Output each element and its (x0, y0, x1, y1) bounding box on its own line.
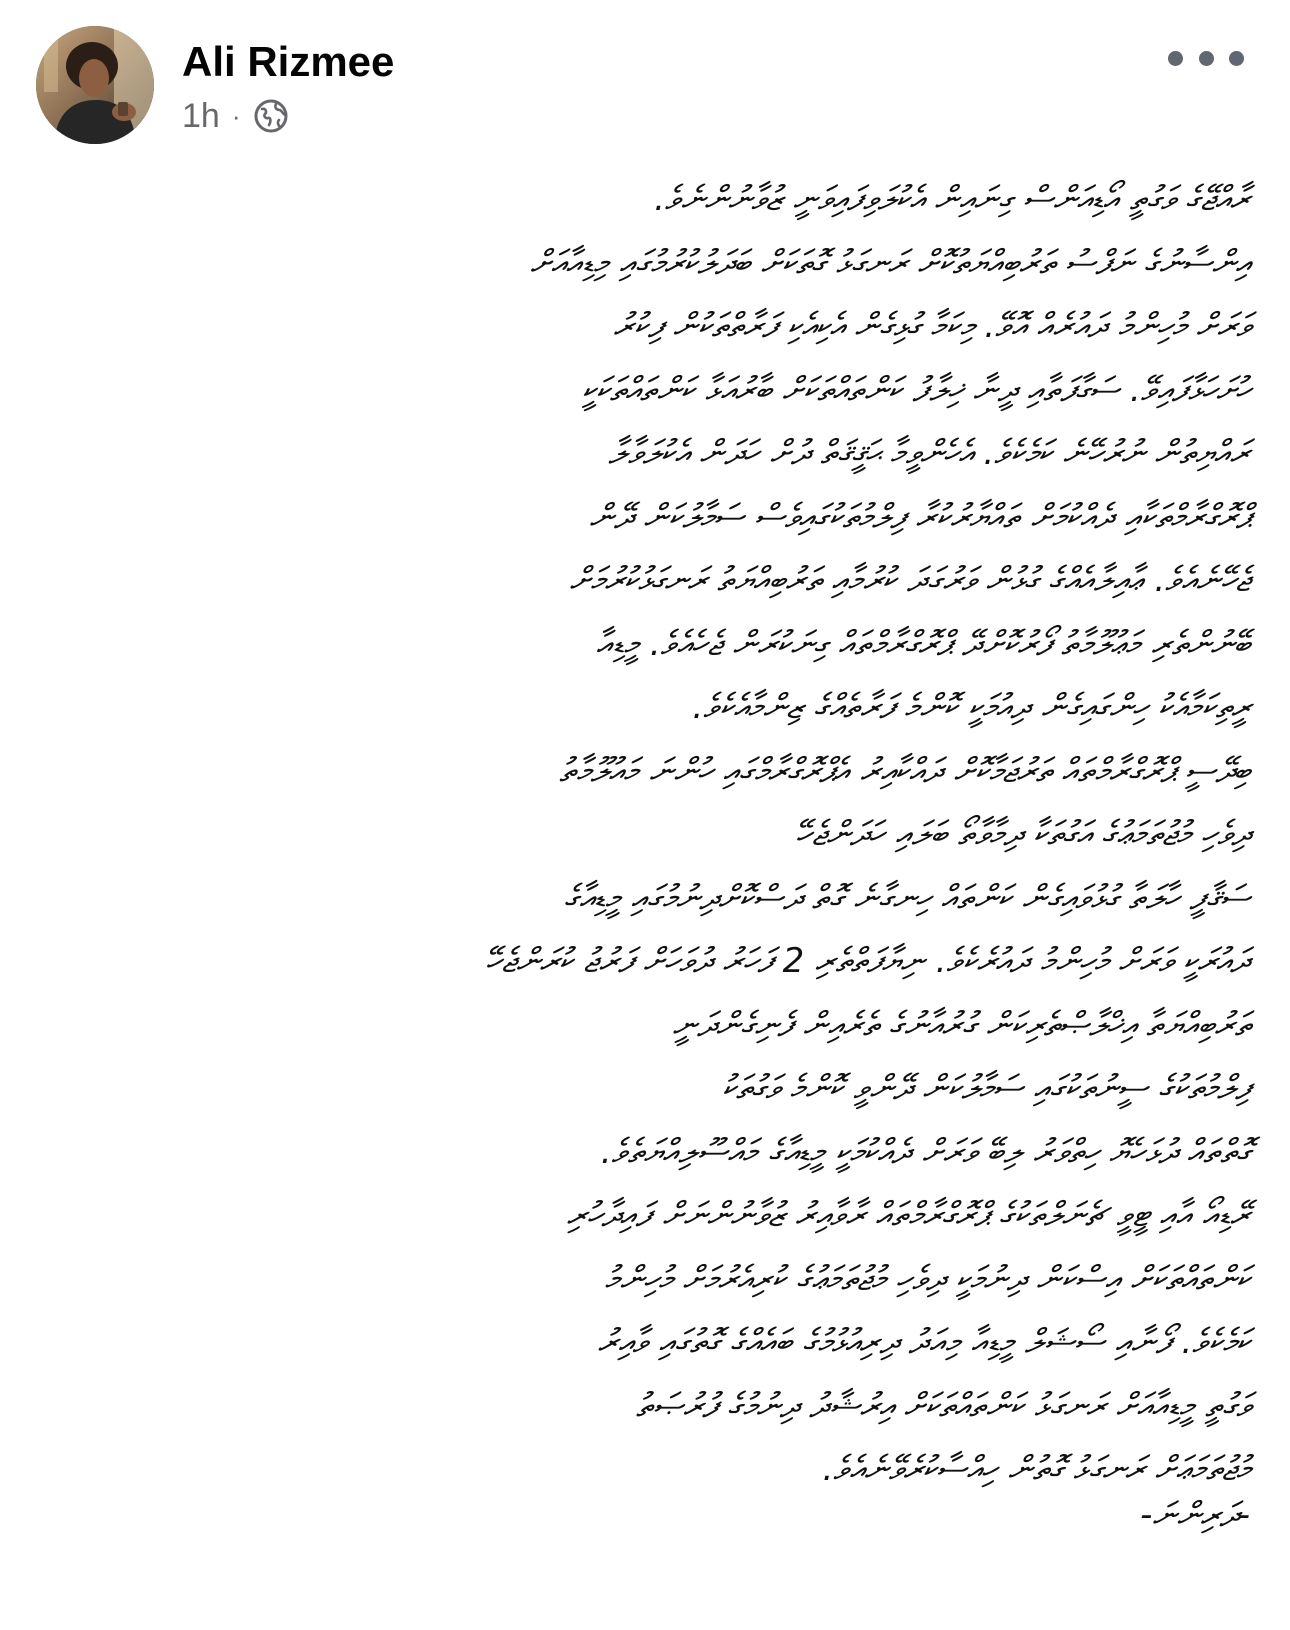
post-line: ބޭނުންތެރި މަޢުލޫމާތު ފޯރުކޮށްދޭ ޕްރޮގްރާމްތައް ގިނަކުރަން ޖެހެއެވެ. މީޑިއާ (596, 623, 1250, 664)
post-line: ވަގުތީ މީޑިއާއަށް ރަނގަޅު ކަންތައްތަކަށް އިރުޝާދު ދިނުމުގެ ފުރުޞަތު (635, 1385, 1250, 1426)
post-line: ދައުރަކީ ވަރަށް މުހިންމު ދައުރެކެވެ. ނިޔާފަތްތެރި 2 ފަހަރު ދުވަހަށް ފަރުޖު ކުރަންޖެހޭ (485, 941, 1250, 981)
post-timestamp[interactable]: 1h (182, 96, 220, 135)
more-options-button[interactable] (1168, 38, 1244, 78)
post-line: ރޭޑިއޯ އާއި ޓީވީ ޗެނަލްތަކުގެ ޕްރޮގްރާމްތައް ރާވާއިރު ޒުވާނުންނަށް ފައިދާހުރި (566, 1195, 1250, 1235)
avatar[interactable] (36, 26, 154, 144)
post-line: ބިދޭސީ ޕްރޮގްރާމްތައް ތަރުޖަމާކޮށް ދައްކާއިރު އެޕްރޮގްރާމްގައި ހުންނަ މައުލޫމާތު (559, 750, 1250, 791)
post-line: އިންސާނުގެ ނަފްސު ތަރުބިއްޔަތުކޮށް ރަނގަޅު ގޮތަކަށް ބަދަލުކުރުމުގައި މިޑިއާއަށް (530, 242, 1250, 283)
more-horizontal-icon (1229, 51, 1244, 66)
post-line: ހުށަހަޅާފައިވޭ. ސަގާފަތާއި ދީނާ ޚިލާފު ކަންތައްތަކަށް ބާރުއަޅާ ކަންތައްތަކަކީ (581, 369, 1250, 410)
more-horizontal-icon (1199, 51, 1214, 66)
post-line: ތަރުބިއްޔަތާ އިޚްލާޞްތެރިކަން ގުރުއާނުގެ ތެރެއިން ފެނިގެންދަނީ (672, 1004, 1250, 1045)
author-name[interactable]: Ali Rizmee (182, 38, 395, 85)
post-line: ސަޤާފީ ހާލަތާ ގުޅުވައިގެން ކަންތައް ހިނގާނެ ގޮތް ދަސްކޮށްދިނުމުގައި މީޑިއާގެ (563, 877, 1250, 918)
post-body (40, 168, 1250, 1608)
post-line: ފިލްމުތަކުގެ ސީނުތަކުގައި ސަމާލުކަން ދޭންވީ ކޮންމެ ވަގުތަކު (721, 1068, 1250, 1108)
post-header (0, 0, 1290, 160)
post-line: ކަންތައްތަކަށް އިސްކަން ދިނުމަކީ ދިވެހި މުޖުތަމަޢުގެ ކުރިއެރުމަށް މުހިންމު (604, 1258, 1250, 1299)
post-line: ރީތިކަމާއެކު ހިންގައިގެން ދިއުމަކީ ކޮންމެ ފަރާތެއްގެ ޒިންމާއެކެވެ. (692, 687, 1250, 727)
post-line: މުޖުތަމަޢަށް ރަނގަޅު ގޮތުން ހިއްސާކުރެވޭނެއެވެ. (822, 1449, 1250, 1489)
post-line: ރައްޔިތުން ނުރުހޭނެ ކަމެކެވެ. އެހެންވީމާ ޙަޤީޤަތް ދުށް ހަދަން އެކުލަވާލާ (608, 433, 1250, 473)
post-line: ރާއްޖޭގެ ވަގުތީ އޯޑިއަންސް ގިނައިން އެކުލަވިފައިވަނީ ޒުވާނުންނެވެ. (654, 179, 1250, 219)
globe-icon[interactable] (253, 98, 289, 134)
post-line: ވަރަށް މުހިންމު ދައުރެއް އޮވޭ. މިކަމާ ގުޅިގެން އެކިއެކި ފަރާތްތަކުން ފިކުރު (613, 306, 1250, 346)
meta-separator: · (231, 100, 241, 131)
post-signature: -ދަރިންނަ- (1140, 1495, 1250, 1535)
post-line: ކަމެކެވެ. ފޯނާއި ސޯޝަލް މީޑިއާ މިއަދު ދިރިއުޅުމުގެ ބައެއްގެ ގޮތުގައި ވާއިރު (597, 1322, 1250, 1362)
post-meta (182, 94, 289, 138)
post-line: ދިވެހި މުޖުތަމަޢުގެ އަގުތަކާ ދިމާވާތޯ ބަލައި ހަދަންޖެހޭ (795, 814, 1250, 854)
post-text (40, 168, 1250, 1502)
post-line: ޖެހޭނެއެވެ. ޢާއިލާއެއްގެ ގުޅުން ވަރުގަދަ ކުރުމާއި ތަރުބިއްޔަތު ރަނގަޅުކުރުމަށް (569, 560, 1250, 600)
more-horizontal-icon (1168, 51, 1183, 66)
post-line: ޕްރޮގްރާމްތަކާއި ދެއްކުމަށް ތައްޔާރުކުރާ ފިލްމުތަކުގައިވެސް ސަމާލުކަން ދޭން (589, 496, 1250, 537)
profile-photo (36, 26, 154, 144)
post-line: ގޮތްތައް ދުޅަހެޔޮ ހިތްވަރު ލިބޭ ވަރަށް ދެއްކުމަކީ މީޑިއާގެ މައްސޫލިއްޔަތެވެ. (600, 1131, 1250, 1172)
